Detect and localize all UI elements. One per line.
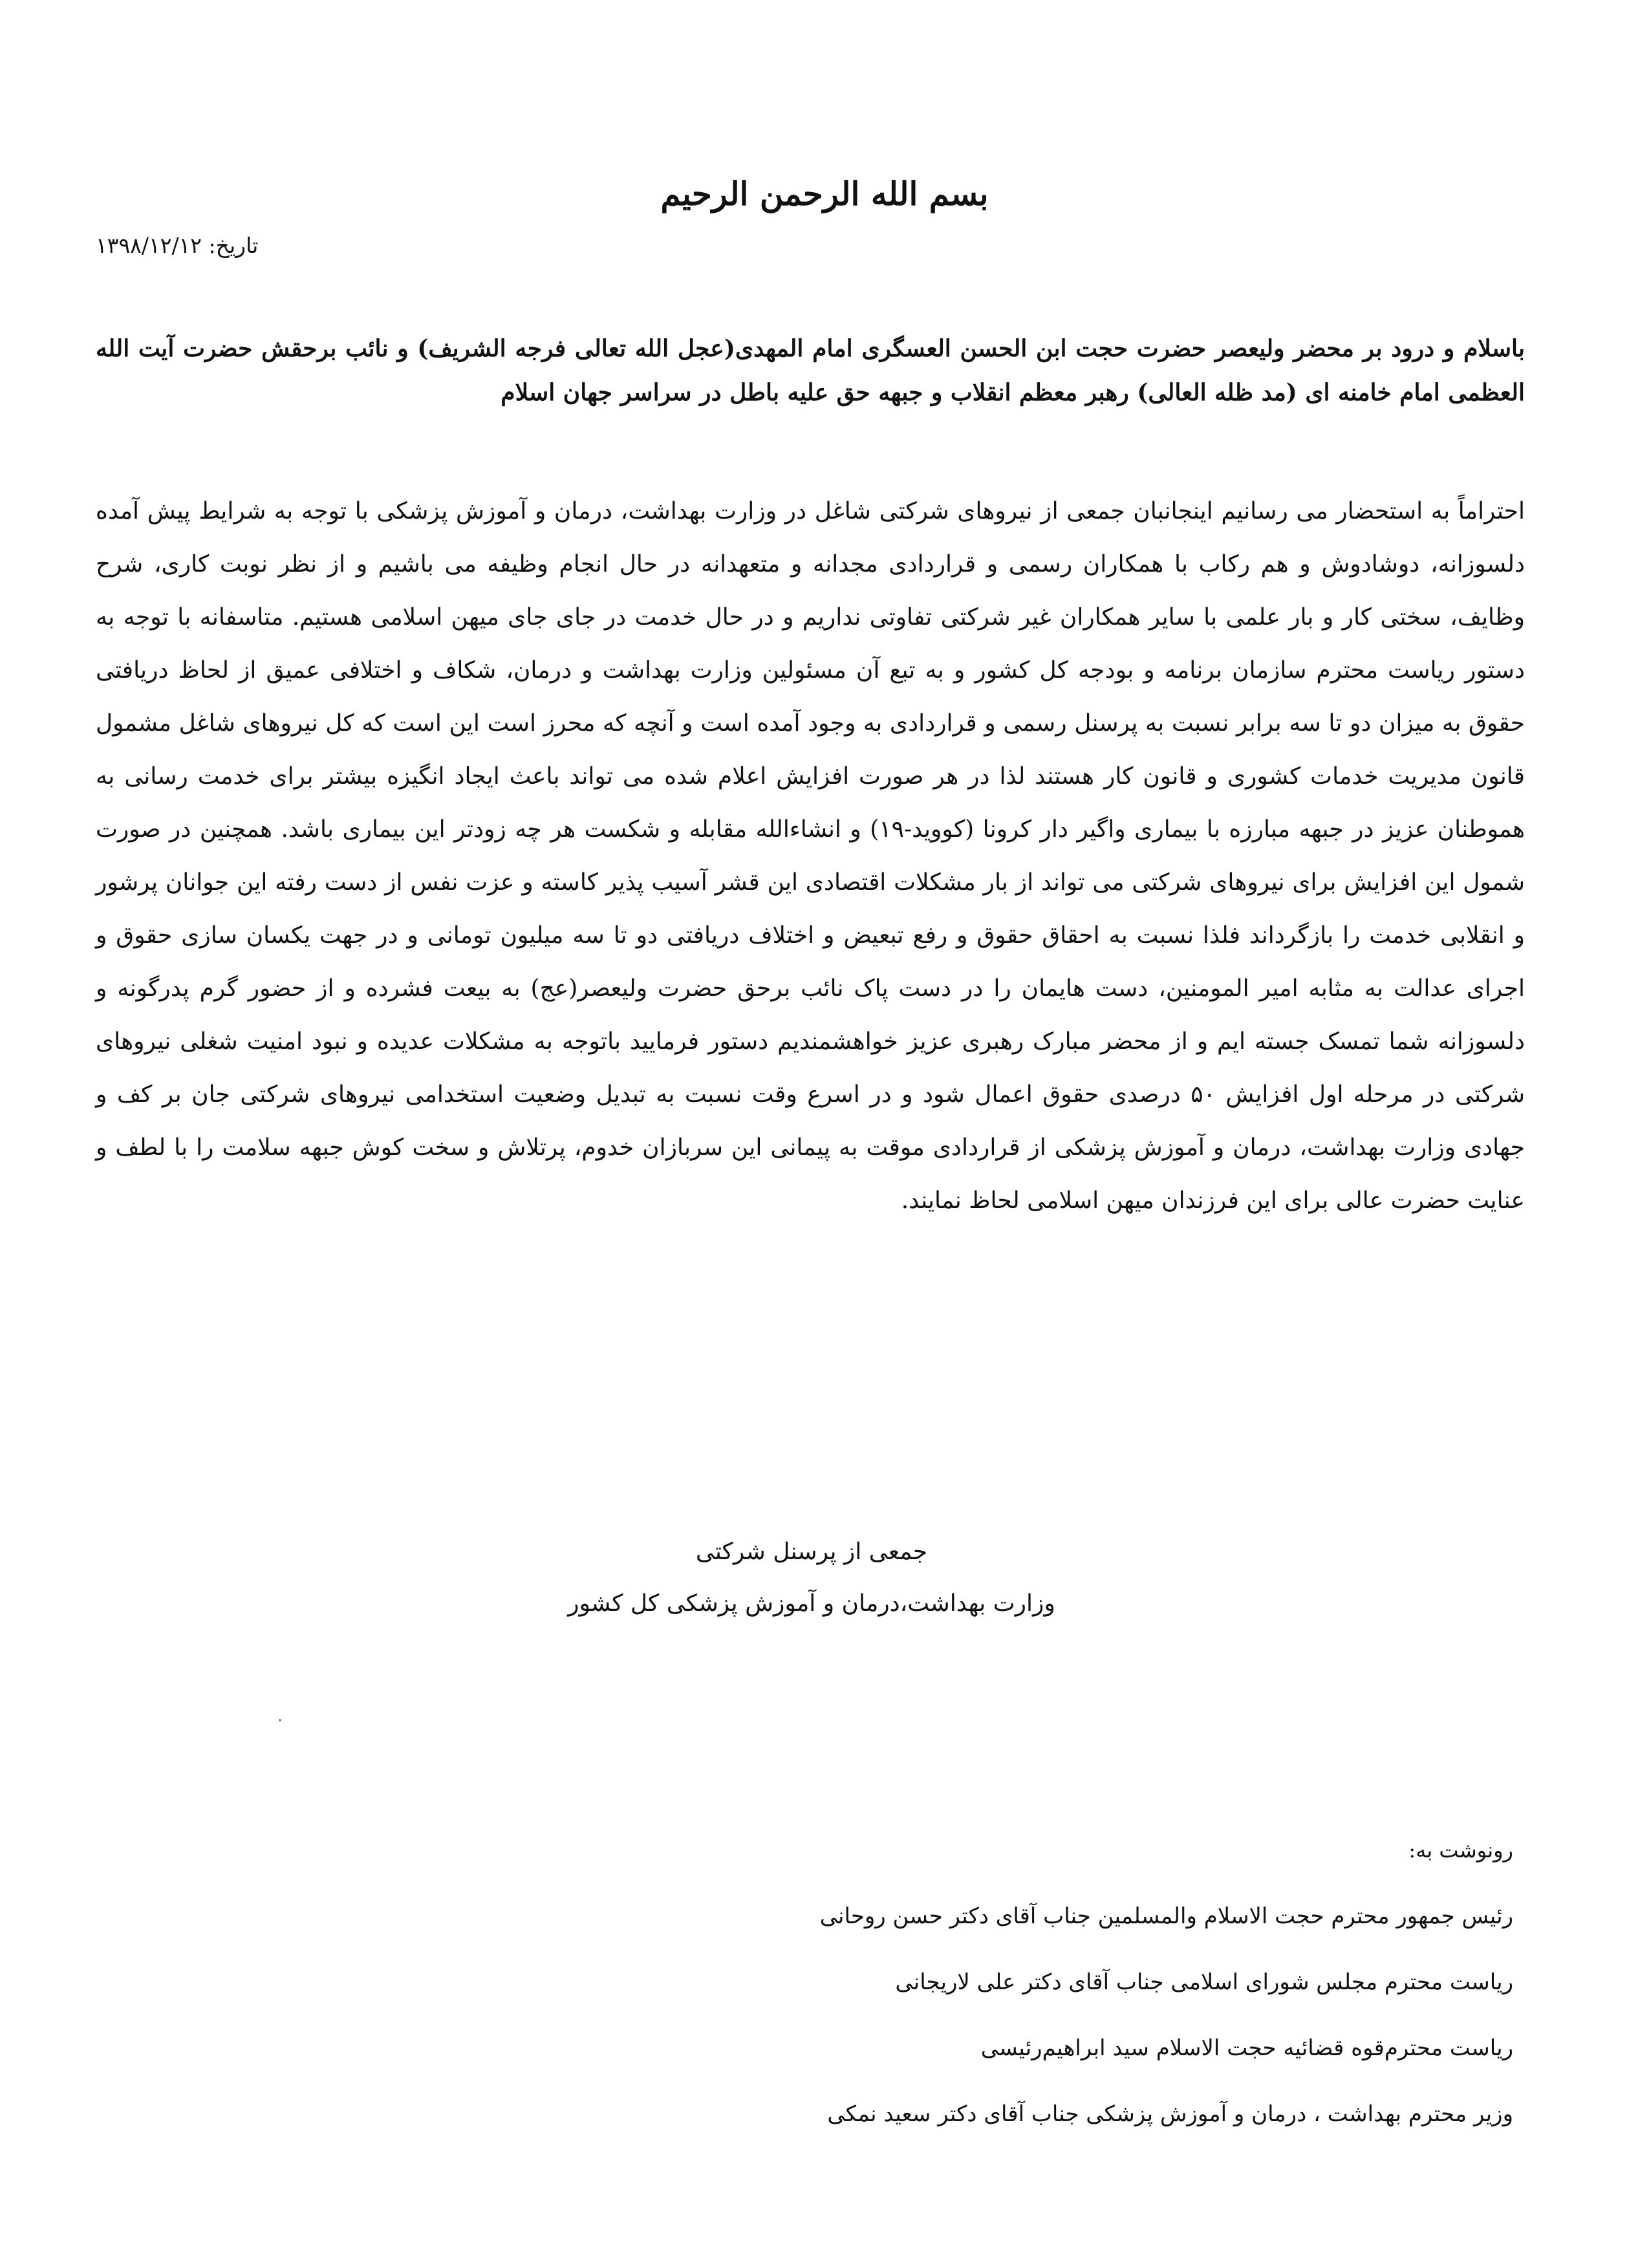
letter-body-paragraph: احتراماً به استحضار می رسانیم اینجانبان جمعی از نیروهای شرکتی شاغل در وزارت بهداشت، درمان و آموزش پزشکی با توجه به شرایط پیش آمده دلسوزانه، دوشادوش و هم رکاب با همکاران رسمی و قراردادی مجدانه و متعهدانه در حال انجام وظیفه می باشیم و از نظر نوبت کاری، شرح وظایف، سختی کار و بار علمی با سایر همکاران غیر شرکتی تفاوتی نداریم و در حال خدمت در جای جای میهن اسلامی هستیم. متاسفانه با توجه به دستور ریاست محترم سازمان برنامه و بودجه کل کشور و به تبع آن مسئولین وزارت بهداشت و درمان، شکاف و اختلافی عمیق از لحاظ دریافتی حقوق به میزان دو تا سه برابر نسبت به پرسنل رسمی و قراردادی به وجود آمده است و آنچه که محرز است این است که کل نیروهای شاغل مشمول قانون مدیریت خدمات کشوری و قانون کار هستند لذا در هر صورت افزایش اعلام شده می تواند باعث ایجاد انگیزه بیشتر برای خدمت رسانی به هموطنان عزیز در جبهه مبارزه با بیماری واگیر دار کرونا (کووید-۱۹) و انشاءالله مقابله و شکست هر چه زودتر این بیماری باشد. همچنین در صورت شمول این افزایش برای نیروهای شرکتی می تواند از بار مشکلات اقتصادی این قشر آسیب پذیر کاسته و عزت نفس از دست رفته این جوانان پرشور و انقلابی خدمت را بازگرداند فلذا نسبت به احقاق حقوق و رفع تبعیض و اختلاف دریافتی دو تا سه میلیون تومانی و در جهت یکسان سازی حقوق و اجرای عدالت به مثابه امیر المومنین، دست هایمان را در دست پاک نائب برحق حضرت ولیعصر(عج) به بیعت فشرده و از حضور گرم پدرگونه و دلسوزانه شما تمسک جسته ایم و از محضر مبارک رهبری عزیز خواهشمندیم دستور فرمایید باتوجه به مشکلات عدیده و نبود امنیت شغلی نیروهای شرکتی در مرحله اول افزایش ۵۰ درصدی حقوق اعمال شود و در اسرع وقت نسبت به تبدیل وضعیت استخدامی نیروهای شرکتی جان بر کف و جهادی وزارت بهداشت، درمان و آموزش پزشکی از قراردادی موقت به پیمانی این سربازان خدوم، پرتلاش و سخت کوش جبهه سلامت را با لطف و عنایت حضرت عالی برای این فرزندان میهن اسلامی لحاظ نمایند. — [96, 498, 1525, 1214]
signature-block — [453, 1526, 1170, 1630]
scan-speck — [279, 1719, 281, 1722]
copies-list — [576, 1817, 1513, 2147]
copy-recipient: رئیس جمهور محترم حجت الاسلام والمسلمین جناب آقای دکتر حسن روحانی — [819, 1903, 1513, 1929]
copies-heading: رونوشت به: — [1408, 1838, 1513, 1863]
letter-date: تاریخ: ۱۳۹۸/۱۲/۱۲ — [96, 233, 259, 258]
copy-recipient: ریاست محترم‌قوه قضائیه حجت الاسلام سید ابراهیم‌رئیسی — [980, 2035, 1513, 2061]
basmala-heading: بسم الله الرحمن الرحیم — [660, 175, 989, 213]
signature-line-senders: جمعی از پرسنل شرکتی — [695, 1539, 928, 1565]
copy-recipient: ریاست محترم مجلس شورای اسلامی جناب آقای دکتر علی لاریجانی — [895, 1969, 1513, 1995]
copy-recipient: وزیر محترم بهداشت ، درمان و آموزش پزشکی جناب آقای دکتر سعید نمکی — [827, 2101, 1513, 2127]
signature-line-ministry: وزارت بهداشت،درمان و آموزش پزشکی کل کشور — [568, 1590, 1055, 1617]
salutation-paragraph: باسلام و درود بر محضر ولیعصر حضرت حجت ابن الحسن العسگری امام المهدی(عجل الله تعالی فرجه الشریف) و نائب برحقش حضرت آیت الله العظمی امام خامنه ای (مد ظله العالی) رهبر معظم انقلاب و جبهه حق علیه باطل در سراسر جهان اسلام — [96, 335, 1525, 406]
